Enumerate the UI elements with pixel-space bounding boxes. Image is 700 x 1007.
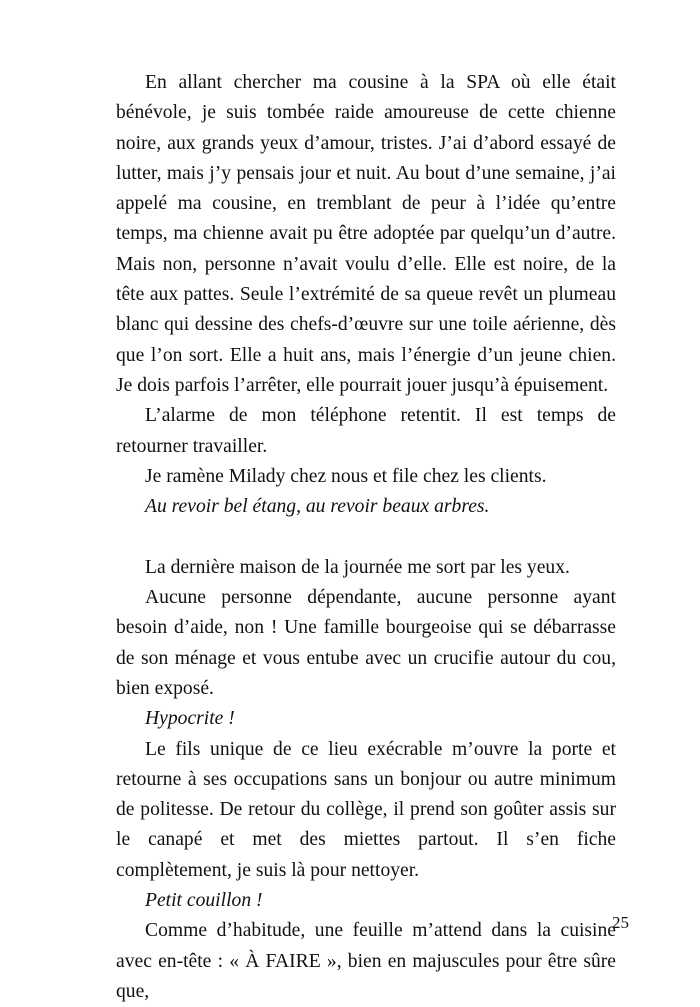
paragraph-todo-sheet: Comme d’habitude, une feuille m’attend dans la cuisine avec en-tête : « À FAIRE », bien en majuscules pour être sûre que, <box>116 920 616 1002</box>
paragraph-petit-couillon-italic: Petit couillon ! <box>145 890 263 912</box>
paragraph-bourgeois-family: Aucune personne dépendante, aucune personne ayant besoin d’aide, non ! Une famille bourgeoise qui se débarrasse de son ménage et vous entube avec un crucifie autour du cou, bien exposé. <box>116 587 616 699</box>
paragraph-alarm: L’alarme de mon téléphone retentit. Il est temps de retourner travailler. <box>116 405 616 457</box>
section-break <box>116 522 616 552</box>
paragraph-hypocrite-italic: Hypocrite ! <box>145 708 235 730</box>
paragraph-goodbye-italic: Au revoir bel étang, au revoir beaux arbres. <box>145 496 490 518</box>
paragraph-milady: Je ramène Milady chez nous et file chez les clients. <box>145 465 547 487</box>
paragraph-spa-story: En allant chercher ma cousine à la SPA où elle était bénévole, je suis tombée raide amoureuse de cette chienne noire, aux grands yeux d’amour, tristes. J’ai d’abord essayé de lutter, mais j’y pensais jour et nuit. Au bout d’une semaine, j’ai appelé ma cousine, en tremblant de peur à l’idée qu’entre temps, ma chienne avait pu être adoptée par quelqu’un d’autre. Mais non, personne n’avait voulu d’elle. Elle est noire, de la tête aux pattes. Seule l’extrémité de sa queue revêt un plumeau blanc qui dessine des chefs-d’œuvre sur une toile aérienne, dès que l’on sort. Elle a huit ans, mais l’énergie d’un jeune chien. Je dois parfois l’arrêter, elle pourrait jouer jusqu’à épuisement. <box>116 72 616 396</box>
page-body <box>116 68 616 1007</box>
page-number: 25 <box>612 913 629 932</box>
paragraph-only-son: Le fils unique de ce lieu exécrable m’ouvre la porte et retourne à ses occupations sans un bonjour ou autre minimum de politesse. De retour du collège, il prend son goûter assis sur le canapé et met des miettes partout. Il s’en fiche complètement, je suis là pour nettoyer. <box>116 738 616 881</box>
paragraph-last-house: La dernière maison de la journée me sort par les yeux. <box>145 556 570 578</box>
